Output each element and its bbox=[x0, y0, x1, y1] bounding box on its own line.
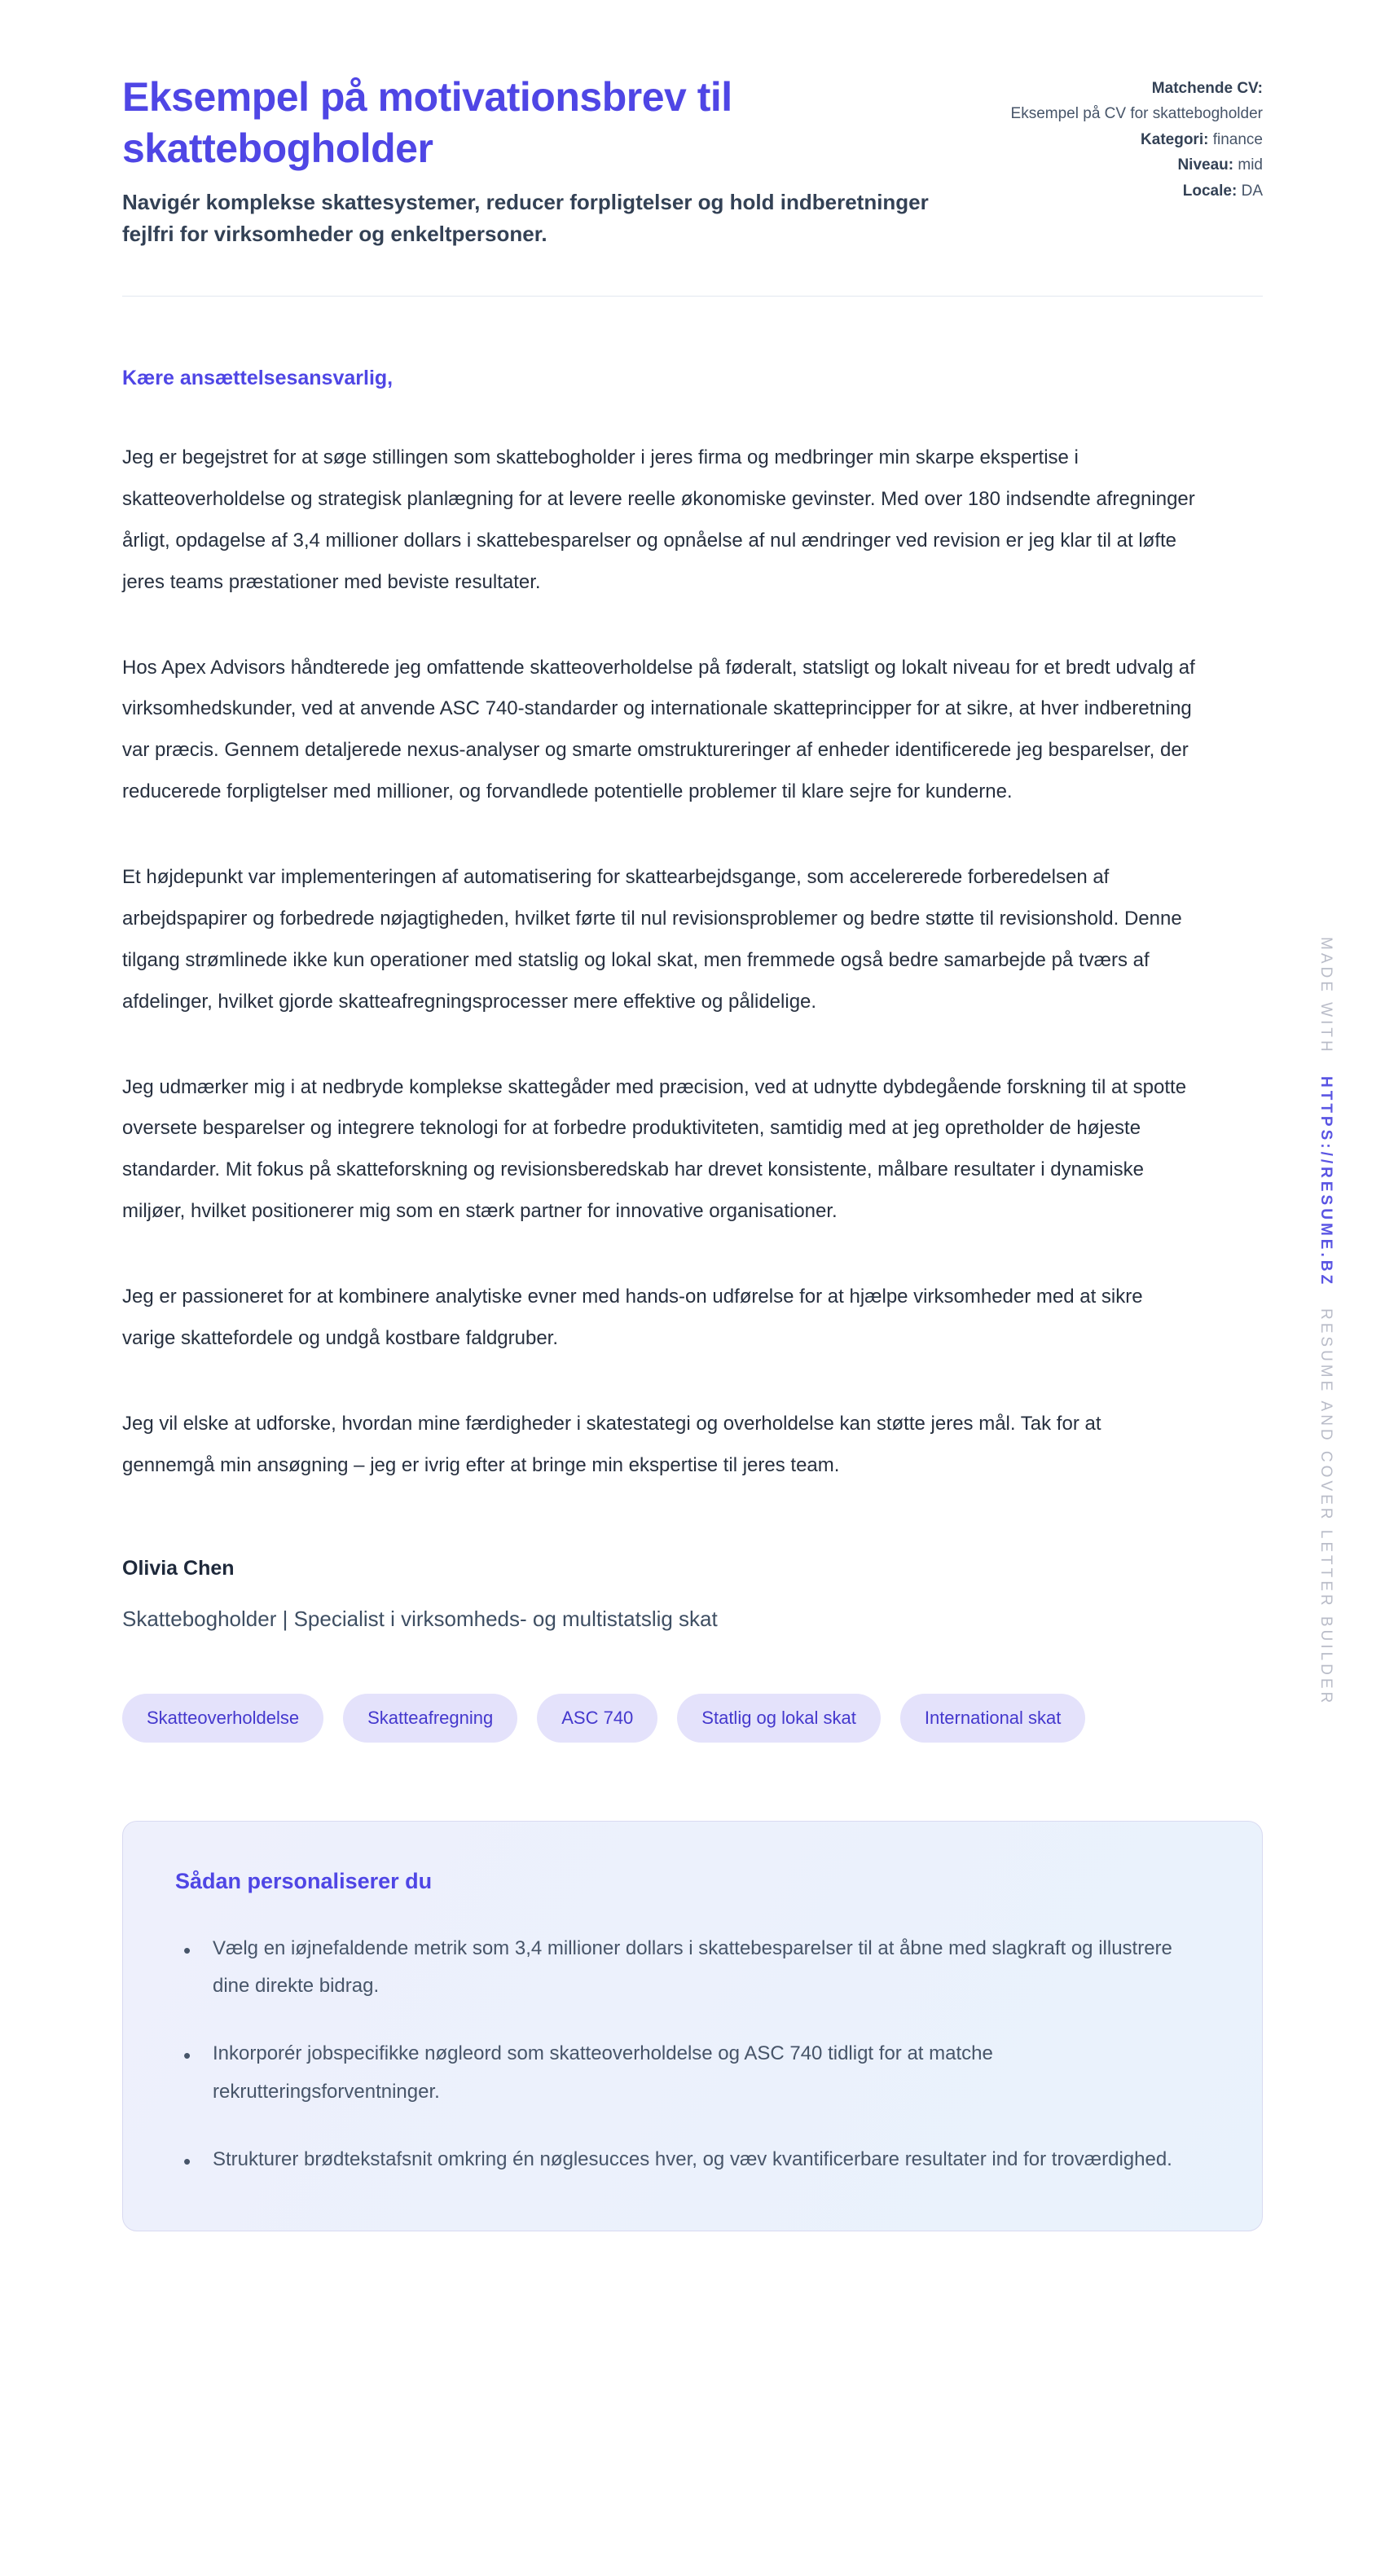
locale-label: Locale: bbox=[1182, 182, 1238, 200]
skill-tags bbox=[122, 1694, 1263, 1743]
tips-item: • Inkorporér jobspecifikke nøgleord som skatteoverholdelse og ASC 740 tidligt for at matche rekrutteringsforventninger. bbox=[175, 2035, 1177, 2112]
matching-cv-label: Matchende CV: bbox=[1151, 80, 1263, 97]
tag-asc-740[interactable]: ASC 740 bbox=[537, 1694, 657, 1743]
tag-statlig-og-lokal-skat[interactable]: Statlig og lokal skat bbox=[677, 1694, 881, 1743]
personalization-tips-box bbox=[122, 1821, 1263, 2232]
header-title-block bbox=[122, 72, 953, 250]
matching-cv-link[interactable]: Eksempel på CV for skattebogholder bbox=[1010, 105, 1263, 123]
meta-matching-cv-value bbox=[994, 102, 1263, 125]
meta-level bbox=[994, 153, 1263, 177]
tips-item: • Strukturer brødtekstafsnit omkring én nøglesucces hver, og væv kvantificerbare resultater ind for troværdighed. bbox=[175, 2141, 1177, 2179]
tag-skatteoverholdelse[interactable]: Skatteoverholdelse bbox=[122, 1694, 323, 1743]
signature-block bbox=[122, 1557, 1198, 1632]
tag-skatteafregning[interactable]: Skatteafregning bbox=[343, 1694, 517, 1743]
level-label: Niveau: bbox=[1177, 156, 1234, 174]
letter-paragraph: Et højdepunkt var implementeringen af automatisering for skattearbejdsgange, som accelererede forberedelsen af arbejdspapirer og forbedrede nøjagtigheden, hvilket førte til nul revisionsproblemer og bedre støtte til revisionshold. Denne tilgang strømlinede ikke kun operationer med statslig og lokal skat, men fremmede også bedre samarbejde på tværs af afdelinger, hvilket gjorde skatteafregningsprocesser mere effektive og pålidelige. bbox=[122, 866, 1182, 1013]
resume-bz-link[interactable]: HTTPS://RESUME.BZ bbox=[1317, 1075, 1334, 1287]
letter-paragraph: Jeg er begejstret for at søge stillingen som skattebogholder i jeres firma og medbringer min skarpe ekspertise i skatteoverholdelse og strategisk planlægning for at levere reelle økonomiske gevinster. Med over 180 indsendte afregninger årligt, opdagelse af 3,4 millioner dollars i skattebesparelser og opnåelse af nul ændringer ved revision er jeg klar til at løfte jeres teams præstationer med beviste resultater. bbox=[122, 446, 1195, 593]
signature-title: Skattebogholder | Specialist i virksomheds- og multistatslig skat bbox=[122, 1606, 718, 1631]
made-with-watermark bbox=[1317, 937, 1334, 1719]
tips-list bbox=[175, 1930, 1210, 2179]
letter-body bbox=[122, 367, 1198, 1632]
signature-name: Olivia Chen bbox=[122, 1556, 235, 1580]
category-value: finance bbox=[1212, 130, 1263, 148]
tag-international-skat[interactable]: International skat bbox=[900, 1694, 1086, 1743]
category-label: Kategori: bbox=[1141, 130, 1209, 148]
letter-paragraph: Jeg vil elske at udforske, hvordan mine færdigheder i skatestategi og overholdelse kan støtte jeres mål. Tak for at gennemgå min ansøgning – jeg er ivrig efter at bringe min ekspertise til jeres team. bbox=[122, 1412, 1101, 1476]
letter-greeting: Kære ansættelsesansvarlig, bbox=[122, 367, 394, 389]
page-title: Eksempel på motivationsbrev til skattebogholder bbox=[122, 74, 732, 171]
letter-paragraph: Jeg er passioneret for at kombinere analytiske evner med hands-on udførelse for at hjælpe virksomheder med at sikre varige skattefordele og undgå kostbare faldgruber. bbox=[122, 1286, 1143, 1349]
page-subtitle: Navigér komplekse skattesystemer, reducer forpligtelser og hold indberetninger fejlfri for virksomheder og enkeltpersoner. bbox=[122, 190, 929, 246]
page-header bbox=[122, 72, 1263, 250]
meta-category bbox=[994, 128, 1263, 152]
letter-paragraph: Hos Apex Advisors håndterede jeg omfattende skatteoverholdelse på føderalt, statsligt og lokalt niveau for et bredt udvalg af virksomhedskunder, ved at anvende ASC 740-standarder og internationale skatteprincipper for at sikre, at hver indberetning var præcis. Gennem detaljerede nexus-analyser og smarte omstruktureringer af enheder identificerede jeg besparelser, der reducerede forpligtelser med millioner, og forvandlede potentielle problemer til klare sejre for kunderne. bbox=[122, 656, 1195, 803]
watermark-prefix: MADE WITH bbox=[1317, 937, 1334, 1055]
meta-locale bbox=[994, 179, 1263, 203]
meta-matching-cv-label bbox=[994, 77, 1263, 100]
tips-item: • Vælg en iøjnefaldende metrik som 3,4 millioner dollars i skattebesparelser til at åbne med slagkraft og illustrere dine direkte bidrag. bbox=[175, 1930, 1177, 2007]
header-divider bbox=[122, 296, 1263, 297]
letter-paragraph: Jeg udmærker mig i at nedbryde komplekse skattegåder med præcision, ved at udnytte dybdegående forskning til at spotte oversete besparelser og integrere teknologi for at forbedre produktiviteten, samtidig med at jeg opretholder de højeste standarder. Mit fokus på skatteforskning og revisionsberedskab har drevet konsistente, målbare resultater i dynamiske miljøer, hvilket positionerer mig som en stærk partner for innovative organisationer. bbox=[122, 1075, 1187, 1223]
locale-value: DA bbox=[1241, 182, 1263, 200]
level-value: mid bbox=[1238, 156, 1263, 174]
tips-title: Sådan personaliserer du bbox=[175, 1868, 433, 1893]
watermark-suffix: RESUME AND COVER LETTER BUILDER bbox=[1317, 1308, 1334, 1707]
meta-panel bbox=[994, 72, 1263, 204]
